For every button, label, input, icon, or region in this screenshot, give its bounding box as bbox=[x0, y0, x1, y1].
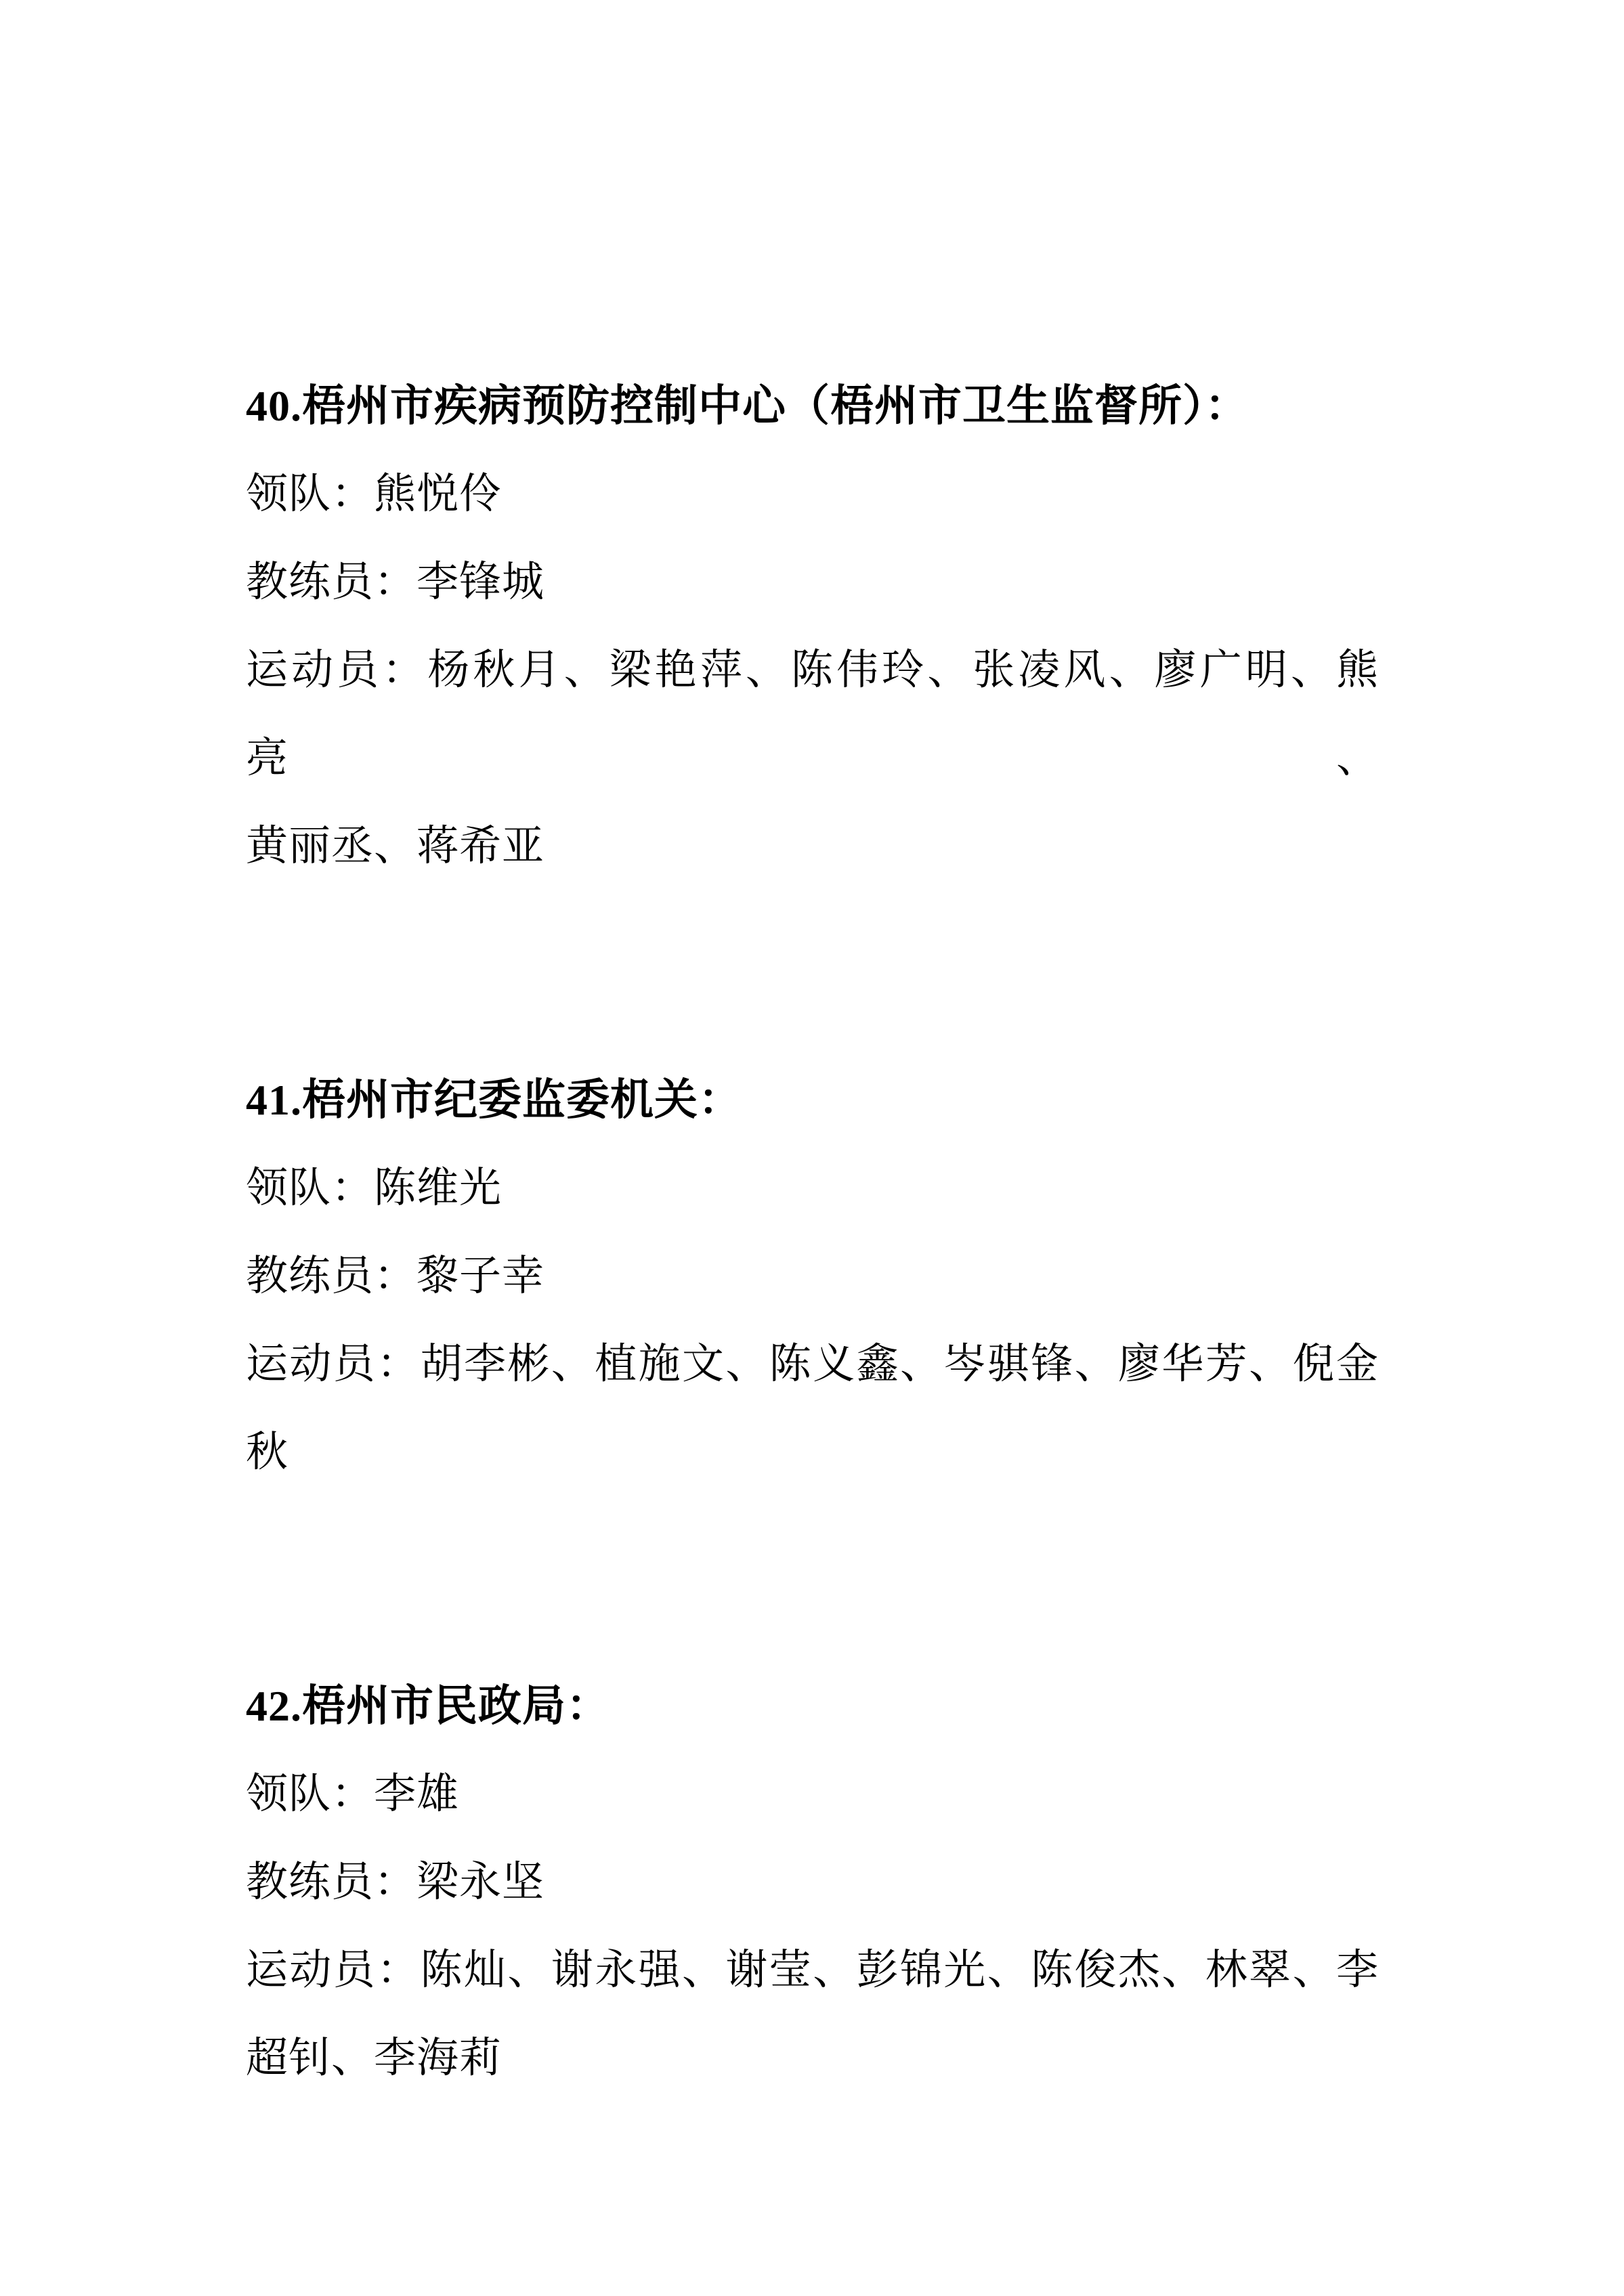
leader-line: 领队：熊悦伶 bbox=[246, 471, 503, 517]
team-section-41 bbox=[246, 1056, 1378, 1496]
leader-line: 领队：李雄 bbox=[246, 1771, 460, 1817]
team-heading: 41.梧州市纪委监委机关： bbox=[246, 1076, 742, 1124]
team-heading: 42.梧州市民政局： bbox=[246, 1682, 610, 1730]
athletes-line-2: 黄丽丞、蒋希亚 bbox=[246, 823, 545, 869]
athletes-line-1: 运动员：陈灿、谢永强、谢莹、彭锦光、陈俊杰、林翠、李 bbox=[246, 1947, 1378, 1993]
coach-line: 教练员：黎子幸 bbox=[246, 1253, 545, 1299]
athletes-line-2: 秋 bbox=[246, 1429, 289, 1475]
team-heading: 40.梧州市疾病预防控制中心（梧州市卫生监督所）： bbox=[246, 382, 1249, 430]
team-section-40 bbox=[246, 362, 1421, 890]
coach-line: 教练员：李锋城 bbox=[246, 559, 545, 605]
athletes-line-2: 超钊、李海莉 bbox=[246, 2035, 503, 2081]
coach-line: 教练员：梁永坚 bbox=[246, 1859, 545, 1905]
team-section-42 bbox=[246, 1662, 1378, 2102]
leader-line: 领队：陈维光 bbox=[246, 1165, 503, 1211]
athletes-line-1: 运动员：胡李彬、植施文、陈义鑫、岑骐锋、廖华芳、倪金 bbox=[246, 1341, 1378, 1387]
athletes-line-1: 运动员：杨秋月、梁艳萍、陈伟玲、张凌风、廖广明、熊 亮、 bbox=[246, 647, 1421, 781]
document-content bbox=[246, 362, 1421, 2102]
